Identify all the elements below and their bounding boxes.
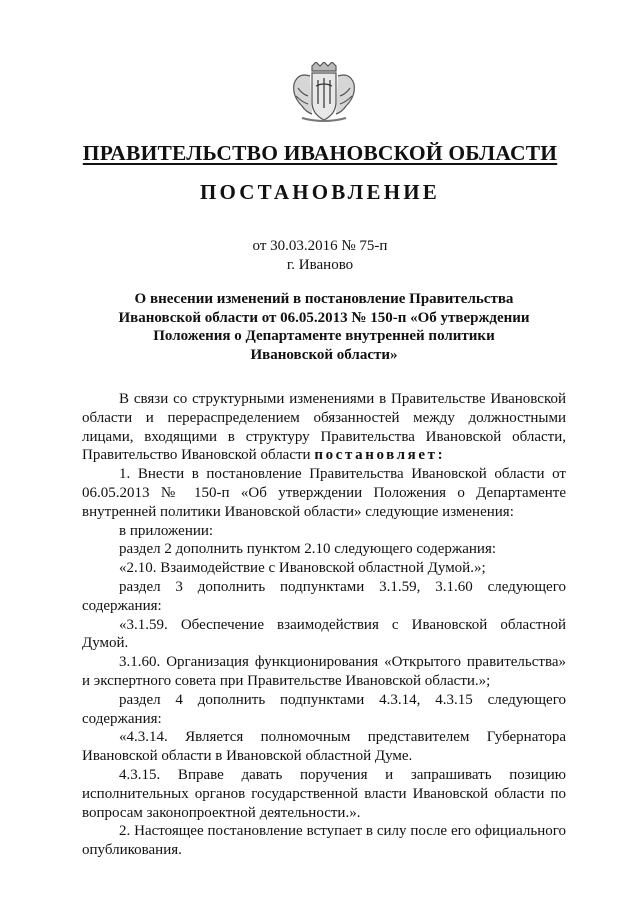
organization-name: ПРАВИТЕЛЬСТВО ИВАНОВСКОЙ ОБЛАСТИ (82, 141, 558, 165)
intro-text: В связи со структурными изменениями в Правительстве Ивановской области и перераспределением обязанностей между должностными лицами, входящими в структуру Правительства Ивановской области, Правительство Ивановской области (82, 391, 566, 464)
item-1: 1. Внести в постановление Правительства Ивановской области от 06.05.2013 № 150-п «Об утверждении Положения о Департаменте внутренней политики Ивановской области» следующие изменения: (82, 466, 566, 520)
section-4-amendment: раздел 4 дополнить подпунктами 4.3.14, 4.3.15 следующего содержания: (82, 691, 566, 727)
coat-of-arms-icon (288, 62, 360, 124)
title-line: Положения о Департаменте внутренней политики (153, 328, 495, 344)
document-body (82, 390, 566, 860)
clause-3-1-60: 3.1.60. Организация функционирования «Открытого правительства» и экспертного совета при Правительстве Ивановской области.»; (82, 654, 566, 689)
clause-2-10: «2.10. Взаимодействие с Ивановской областной Думой.»; (119, 560, 486, 577)
resolves-keyword: постановляет: (314, 447, 446, 464)
annex-line: в приложении: (119, 522, 214, 539)
title-line: О внесении изменений в постановление Правительства (134, 291, 514, 307)
clause-4-3-15: 4.3.15. Вправе давать поручения и запрашивать позицию исполнительных органов государственной власти Ивановской области по вопросам законопроектной деятельности.». (82, 766, 566, 821)
section-2-amendment: раздел 2 дополнить пунктом 2.10 следующего содержания: (119, 541, 497, 558)
title-line: Ивановской области от 06.05.2013 № 150-п «Об утверждении (118, 309, 530, 326)
document-type: ПОСТАНОВЛЕНИЕ (199, 180, 441, 204)
section-3-amendment: раздел 3 дополнить подпунктами 3.1.59, 3.1.60 следующего содержания: (82, 578, 566, 614)
document-date-number: от 30.03.2016 № 75-п (252, 238, 388, 254)
title-line: Ивановской области» (250, 346, 398, 363)
clause-3-1-59: «3.1.59. Обеспечение взаимодействия с Ивановской областной Думой. (82, 616, 566, 652)
document-city: г. Иваново (286, 257, 354, 273)
intro-paragraph (82, 390, 566, 465)
clause-4-3-14: «4.3.14. Является полномочным представителем Губернатора Ивановской области в Ивановской областной Думе. (82, 729, 566, 765)
item-2: 2. Настоящее постановление вступает в силу после его официального опубликования. (82, 823, 566, 859)
document-title (90, 290, 558, 364)
